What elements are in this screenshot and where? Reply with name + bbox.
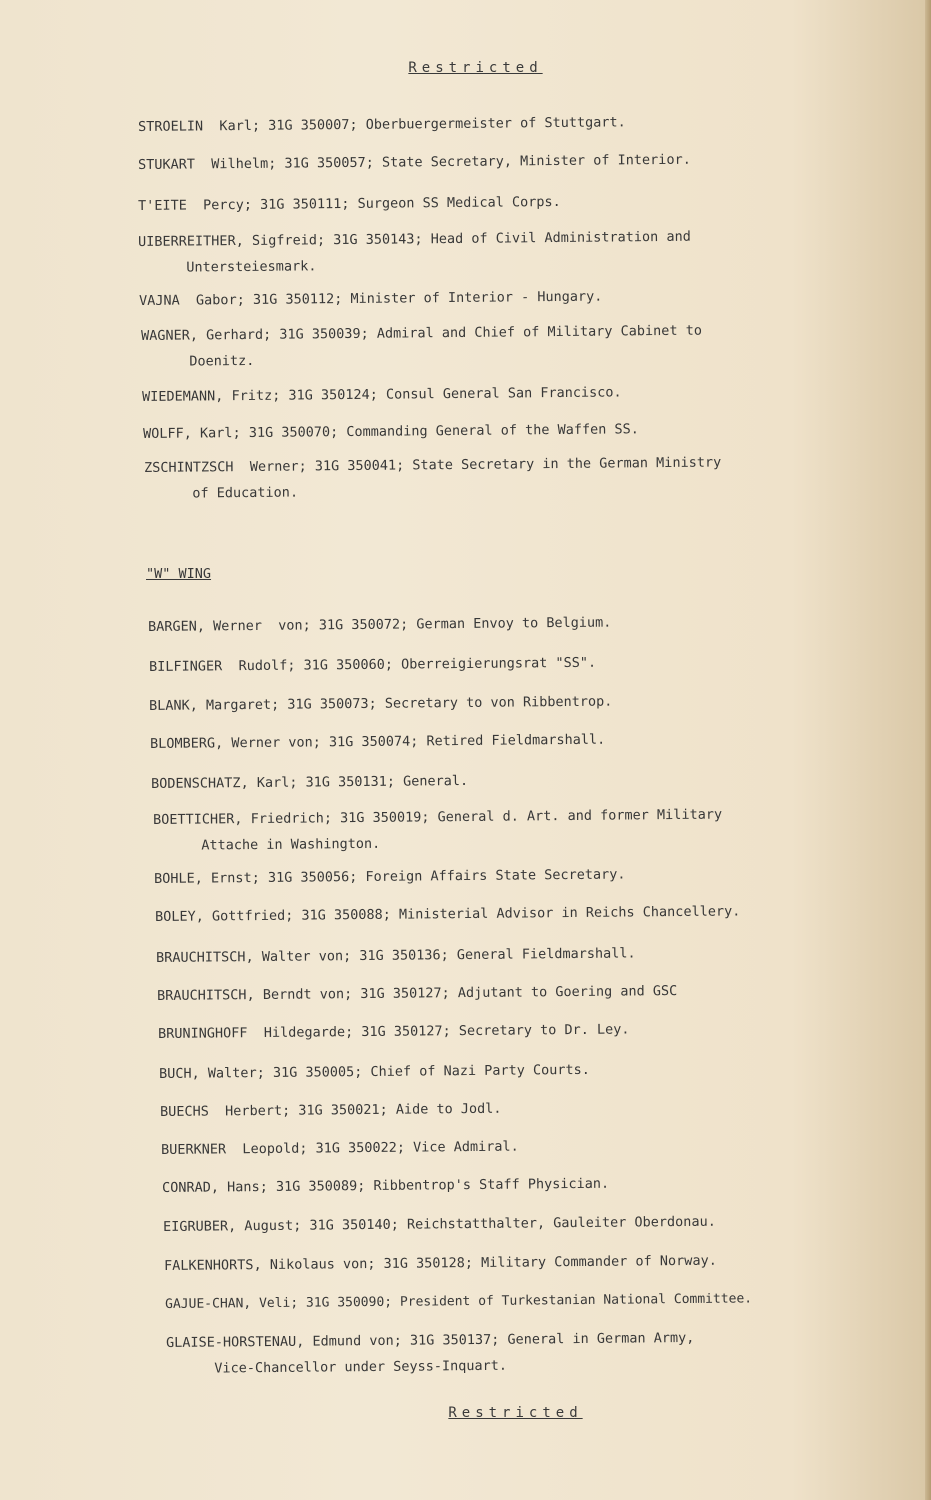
entry-line: ZSCHINTZSCH Werner; 31G 350041; State Secretary in the German Ministry [144,454,722,476]
entry-line: STUKART Wilhelm; 31G 350057; State Secretary, Minister of Interior. [138,151,691,173]
footer-classification: Restricted [448,1405,583,1421]
entry-line: BLANK, Margaret; 31G 350073; Secretary to von Ribbentrop. [149,693,613,714]
entry-line: EIGRUBER, August; 31G 350140; Reichstatthalter, Gauleiter Oberdonau. [163,1213,716,1235]
list-entry [153,802,722,859]
entry-line: BUCH, Walter; 31G 350005; Chief of Nazi Party Courts. [159,1061,590,1082]
list-entry [151,768,468,797]
list-entry [138,224,691,281]
list-entry [161,1134,519,1163]
entry-line: BODENSCHATZ, Karl; 31G 350131; General. [151,772,469,792]
entry-line: BOETTICHER, Friedrich; 31G 350019; General d. Art. and former Military [153,806,723,828]
list-entry [165,1286,752,1318]
list-entry [163,1209,716,1240]
list-entry [157,978,677,1009]
entry-line: VAJNA Gabor; 31G 350112; Minister of Interior - Hungary. [139,288,603,309]
list-entry [154,861,626,892]
entry-line: BUECHS Herbert; 31G 350021; Aide to Jodl. [160,1100,502,1120]
list-entry [150,727,605,757]
section-title: "W" WING [146,566,212,582]
paper-edge [925,0,931,1500]
list-entry [143,416,639,447]
list-entry [158,1016,630,1047]
entry-line: UIBERREITHER, Sigfreid; 31G 350143; Head of Civil Administration and [138,228,691,250]
list-entry [155,898,740,930]
entry-line: WOLFF, Karl; 31G 350070; Commanding General of the Waffen SS. [143,421,639,442]
list-entry [142,379,622,410]
entry-line: BRUNINGHOFF Hildegarde; 31G 350127; Secretary to Dr. Ley. [158,1021,630,1042]
entry-continuation: Untersteiesmark. [186,258,317,276]
list-entry [159,1057,590,1087]
list-entry [166,1325,695,1382]
entry-line: BARGEN, Werner von; 31G 350072; German Envoy to Belgium. [148,614,612,635]
list-entry [141,318,702,375]
list-entry [149,650,596,680]
entry-line: STROELIN Karl; 31G 350007; Oberbuergermeister of Stuttgart. [138,114,626,135]
entry-continuation: of Education. [192,484,299,502]
list-entry [139,284,603,314]
entry-line: FALKENHORTS, Nikolaus von; 31G 350128; Military Commander of Norway. [164,1252,717,1274]
entry-continuation: Doenitz. [189,352,255,370]
entry-line: WIEDEMANN, Fritz; 31G 350124; Consul General San Francisco. [142,384,622,405]
entry-line: GAJUE-CHAN, Veli; 31G 350090; President of Turkestanian National Committee. [165,1291,753,1312]
entry-line: T'EITE Percy; 31G 350111; Surgeon SS Medical Corps. [138,193,561,214]
entry-line: BOHLE, Ernst; 31G 350056; Foreign Affairs State Secretary. [154,866,626,887]
entry-line: BUERKNER Leopold; 31G 350022; Vice Admiral. [161,1138,519,1158]
entry-line: BLOMBERG, Werner von; 31G 350074; Retired Fieldmarshall. [150,731,606,752]
list-entry [162,1171,609,1201]
entry-continuation: Vice-Chancellor under Seyss-Inquart. [214,1357,508,1377]
list-entry [138,189,561,219]
entry-line: BILFINGER Rudolf; 31G 350060; Oberreigierungsrat "SS". [149,654,597,675]
list-entry [164,1248,717,1279]
list-entry [138,147,691,178]
entry-line: WAGNER, Gerhard; 31G 350039; Admiral and Chief of Military Cabinet to [141,322,702,344]
entry-line: BRAUCHITSCH, Berndt von; 31G 350127; Adjutant to Goering and GSC [157,983,678,1004]
entry-line: CONRAD, Hans; 31G 350089; Ribbentrop's Staff Physician. [162,1175,610,1196]
entry-line: BOLEY, Gottfried; 31G 350088; Ministerial Advisor in Reichs Chancellery. [155,903,741,925]
header-classification: Restricted [408,60,543,76]
entry-line: BRAUCHITSCH, Walter von; 31G 350136; General Fieldmarshall. [156,945,636,966]
list-entry [156,940,636,971]
entry-line: GLAISE-HORSTENAU, Edmund von; 31G 350137; General in German Army, [166,1329,695,1351]
list-entry [148,610,612,640]
list-entry [144,449,722,507]
list-entry [160,1096,502,1125]
list-entry [138,109,626,140]
list-entry [149,689,613,719]
entry-continuation: Attache in Washington. [201,835,381,854]
